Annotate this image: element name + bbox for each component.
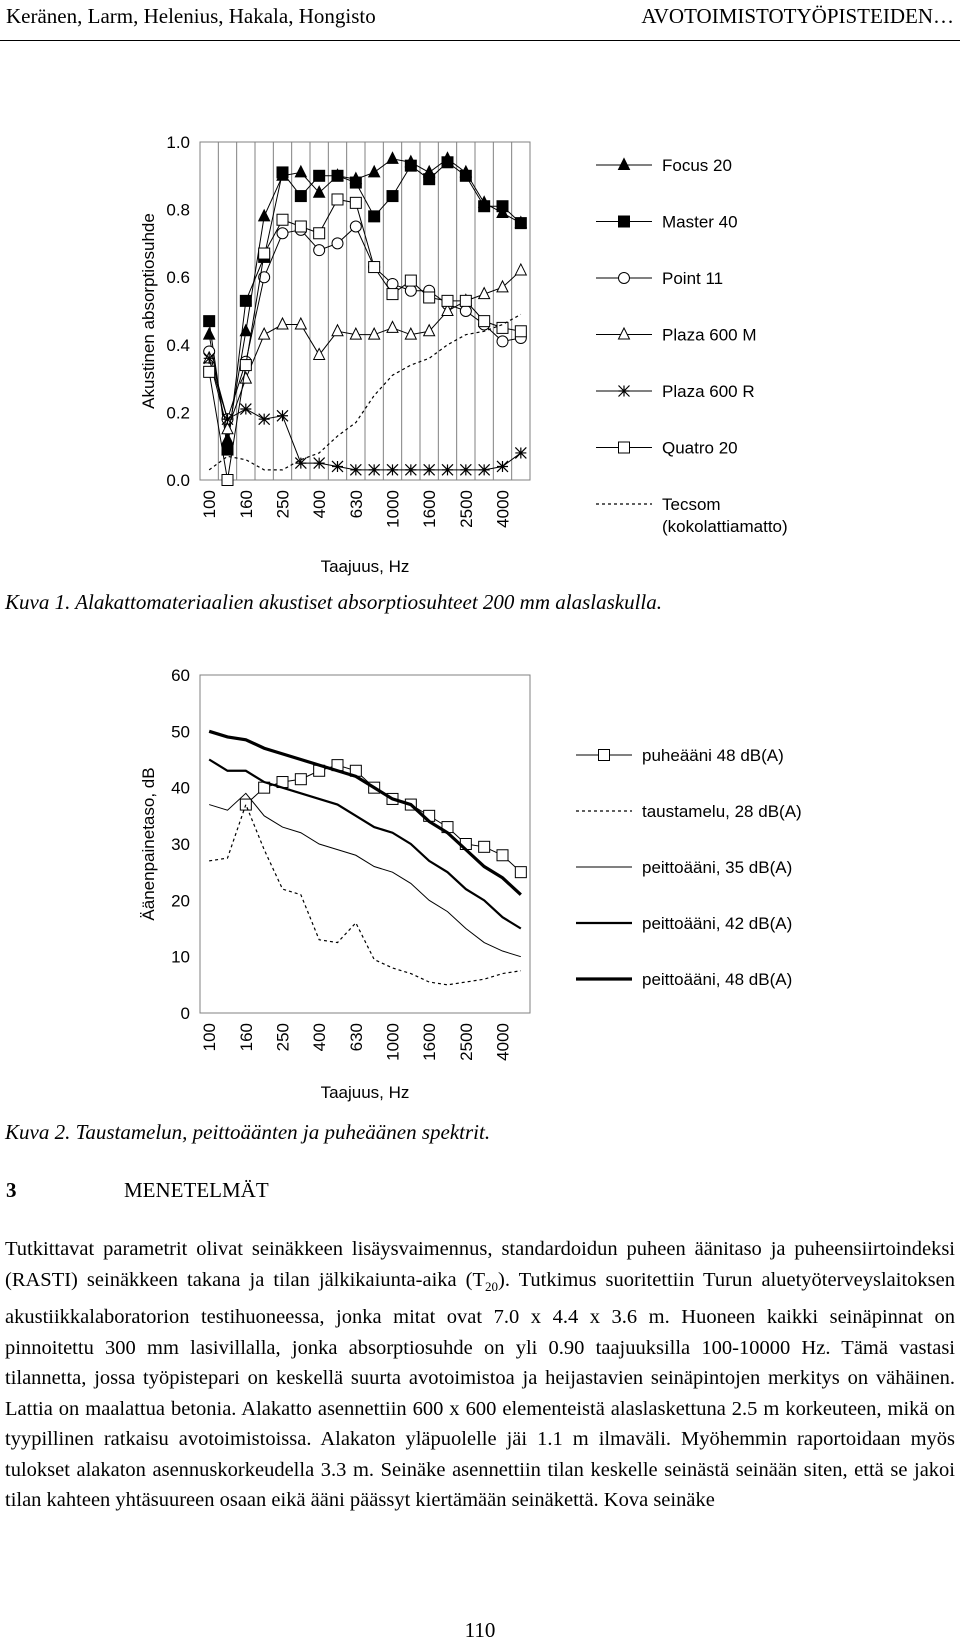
legend-label: peittoääni, 48 dB(A) — [642, 970, 793, 989]
data-point — [442, 295, 453, 306]
data-point — [497, 850, 508, 861]
data-point — [295, 221, 306, 232]
x-tick-label: 160 — [236, 490, 256, 519]
data-point — [295, 191, 306, 202]
data-point — [442, 464, 453, 475]
body-text-2: ). Tutkimus suoritettiin Turun aluetyöterveyslaitoksen akustiikkalaboratorion testihuoneessa, jonka mitat ovat 7.0 x 4.4 x 3.6 m. Huoneen kaikki seinäpinnat on pinnoitettu 300 mm lasivillalla, jonka absorptiosuhde on yli 0.90 taajuuksilla 100-10000 Hz. Tämä vastasi tilannetta, jossa työpistepari on keskellä suurta avotoimistoa ja heijastavien seinäpintojen merkitys on vähäinen. Lattia on maalattua betonia. Alakatto asennettiin 600 x 600 elementeistä alaslaskettuna 2.5 m korkeuteen, mikä on tyypillinen ratkaisu avotoimistoissa. Alakaton yläpuolelle jäi 1.1 m ilmaväli. Myöhemmin raportoidaan myös tulokset alakaton asennuskorkeudella 3.3 m. Seinäke asennettiin tilan keskelle seinästä seinään siten, että se jakoi tilan kahteen yhtäsuureen osaan eikä ääni päässyt kiertämään seinäkettä. Kova seinäke — [5, 1268, 955, 1512]
body-paragraph — [5, 1234, 955, 1516]
x-tick-label: 1000 — [383, 1023, 403, 1061]
data-point — [479, 841, 490, 852]
x-tick-label: 160 — [236, 1023, 256, 1052]
legend-label: peittoääni, 42 dB(A) — [642, 914, 793, 933]
data-point — [405, 160, 416, 171]
x-tick-label: 1600 — [420, 1023, 440, 1061]
data-point — [387, 321, 398, 332]
data-point — [387, 191, 398, 202]
legend-label: Quatro 20 — [662, 438, 738, 458]
data-point — [332, 170, 343, 181]
legend-marker — [619, 386, 630, 397]
data-point — [424, 174, 435, 185]
data-point — [277, 410, 288, 421]
data-point — [295, 774, 306, 785]
data-point — [222, 433, 233, 444]
y-tick-label: 10 — [171, 947, 190, 967]
y-axis-label: Akustinen absorptiosuhde — [139, 213, 158, 409]
y-tick-label: 0.8 — [166, 200, 190, 220]
data-point — [277, 228, 288, 239]
data-point — [350, 464, 361, 475]
data-point — [515, 218, 526, 229]
data-point — [387, 152, 398, 163]
data-point — [314, 458, 325, 469]
figure-2-chart — [0, 620, 960, 1120]
data-point — [460, 464, 471, 475]
body-text-1: Tutkittavat parametrit olivat seinäkkeen lisäysvaimennus, standardoidun puheen äänitaso ja puheensiirtoindeksi (RASTI) seinäkkeen takana ja tilan jälkikaiunta-aika (T — [5, 1238, 955, 1291]
x-tick-label: 400 — [310, 1023, 330, 1052]
y-tick-label: 40 — [171, 778, 190, 798]
x-tick-label: 250 — [273, 1023, 293, 1052]
y-axis-label: Äänenpainetaso, dB — [139, 767, 158, 921]
data-point — [460, 295, 471, 306]
figure-2-caption: Kuva 2. Taustamelun, peittoäänten ja puheäänen spektrit. — [5, 1120, 491, 1144]
x-tick-label: 4000 — [493, 1023, 513, 1061]
series-0 — [240, 760, 526, 878]
y-tick-label: 0.4 — [166, 335, 190, 355]
y-tick-label: 0.0 — [166, 471, 190, 490]
legend-marker — [619, 328, 630, 339]
legend-label: Plaza 600 R — [662, 382, 755, 401]
section-title: MENETELMÄT — [124, 1178, 269, 1202]
data-point — [405, 464, 416, 475]
x-tick-label: 250 — [273, 490, 293, 519]
data-point — [259, 210, 270, 221]
y-tick-label: 20 — [171, 891, 190, 911]
data-point — [497, 201, 508, 212]
data-point — [332, 238, 343, 249]
legend-label: (kokolattiamatto) — [662, 517, 788, 536]
data-point — [369, 464, 380, 475]
data-point — [405, 285, 416, 296]
legend-label: taustamelu, 28 dB(A) — [642, 802, 802, 821]
data-point — [479, 464, 490, 475]
data-point — [314, 170, 325, 181]
legend-label: Master 40 — [662, 212, 738, 232]
data-point — [204, 316, 215, 327]
series-line — [209, 731, 521, 894]
x-tick-label: 4000 — [493, 490, 513, 528]
series-line — [209, 760, 521, 929]
data-point — [295, 318, 306, 329]
data-point — [240, 295, 251, 306]
legend-label: puheääni 48 dB(A) — [642, 746, 784, 765]
x-tick-label: 630 — [346, 490, 366, 519]
data-point — [259, 248, 270, 259]
data-point — [497, 281, 508, 292]
x-axis-label: Taajuus, Hz — [320, 1083, 410, 1102]
data-point — [240, 360, 251, 371]
header-title: AVOTOIMISTOTYÖPISTEIDEN… — [641, 4, 954, 28]
x-tick-label: 1600 — [420, 490, 440, 528]
data-point — [314, 228, 325, 239]
section-number: 3 — [6, 1178, 17, 1202]
data-point — [424, 292, 435, 303]
data-point — [259, 328, 270, 339]
y-tick-label: 1.0 — [166, 133, 190, 152]
data-point — [259, 414, 270, 425]
x-tick-label: 2500 — [456, 490, 476, 528]
data-point — [350, 221, 361, 232]
data-point — [387, 464, 398, 475]
series-line — [209, 793, 521, 956]
data-point — [424, 464, 435, 475]
x-tick-label: 100 — [200, 1023, 220, 1052]
x-tick-label: 630 — [346, 1023, 366, 1052]
data-point — [369, 211, 380, 222]
legend-marker — [619, 159, 630, 170]
data-point — [369, 166, 380, 177]
data-point — [479, 316, 490, 327]
legend-label: Tecsom — [662, 495, 721, 514]
data-point — [350, 177, 361, 188]
y-tick-label: 60 — [171, 666, 190, 685]
legend-marker — [619, 216, 630, 227]
figure-1-caption: Kuva 1. Alakattomateriaalien akustiset absorptiosuhteet 200 mm alaslaskulla. — [5, 590, 662, 614]
data-point — [204, 353, 215, 364]
x-tick-label: 1000 — [383, 490, 403, 528]
x-tick-label: 100 — [200, 490, 220, 519]
body-subscript: 20 — [485, 1278, 498, 1294]
figure-1-chart — [0, 0, 960, 580]
data-point — [369, 262, 380, 273]
header-authors: Keränen, Larm, Helenius, Hakala, Hongisto — [6, 4, 376, 28]
series-4 — [209, 731, 521, 894]
section-heading — [6, 1178, 269, 1203]
data-point — [222, 414, 233, 425]
y-tick-label: 0 — [180, 1004, 190, 1023]
data-point — [515, 264, 526, 275]
page-number: 110 — [464, 1618, 496, 1642]
data-point — [479, 201, 490, 212]
data-point — [204, 328, 215, 339]
legend-label: Focus 20 — [662, 156, 732, 175]
data-point — [387, 289, 398, 300]
legend-marker — [619, 273, 630, 284]
data-point — [405, 275, 416, 286]
data-point — [515, 447, 526, 458]
data-point — [460, 306, 471, 317]
data-point — [204, 366, 215, 377]
y-tick-label: 0.2 — [166, 403, 190, 423]
data-point — [515, 326, 526, 337]
series-3 — [209, 760, 521, 929]
x-tick-label: 400 — [310, 490, 330, 519]
data-point — [240, 404, 251, 415]
series-2 — [209, 793, 521, 956]
data-point — [332, 325, 343, 336]
data-point — [314, 245, 325, 256]
legend-marker — [619, 442, 630, 453]
data-point — [515, 867, 526, 878]
data-point — [222, 475, 233, 486]
data-point — [350, 197, 361, 208]
legend-label: peittoääni, 35 dB(A) — [642, 858, 793, 877]
data-point — [240, 799, 251, 810]
y-tick-label: 50 — [171, 722, 190, 742]
data-point — [295, 458, 306, 469]
y-tick-label: 30 — [171, 835, 190, 854]
data-point — [497, 461, 508, 472]
data-point — [332, 194, 343, 205]
legend-label: Plaza 600 M — [662, 325, 757, 345]
y-tick-label: 0.6 — [166, 268, 190, 288]
data-point — [332, 461, 343, 472]
x-tick-label: 2500 — [456, 1023, 476, 1061]
data-point — [497, 336, 508, 347]
data-point — [277, 214, 288, 225]
legend-marker — [599, 750, 610, 761]
data-point — [460, 170, 471, 181]
data-point — [497, 322, 508, 333]
data-point — [295, 166, 306, 177]
legend-label: Point 11 — [662, 269, 724, 288]
data-point — [277, 167, 288, 178]
data-point — [277, 318, 288, 329]
data-point — [442, 157, 453, 168]
x-axis-label: Taajuus, Hz — [320, 557, 410, 576]
